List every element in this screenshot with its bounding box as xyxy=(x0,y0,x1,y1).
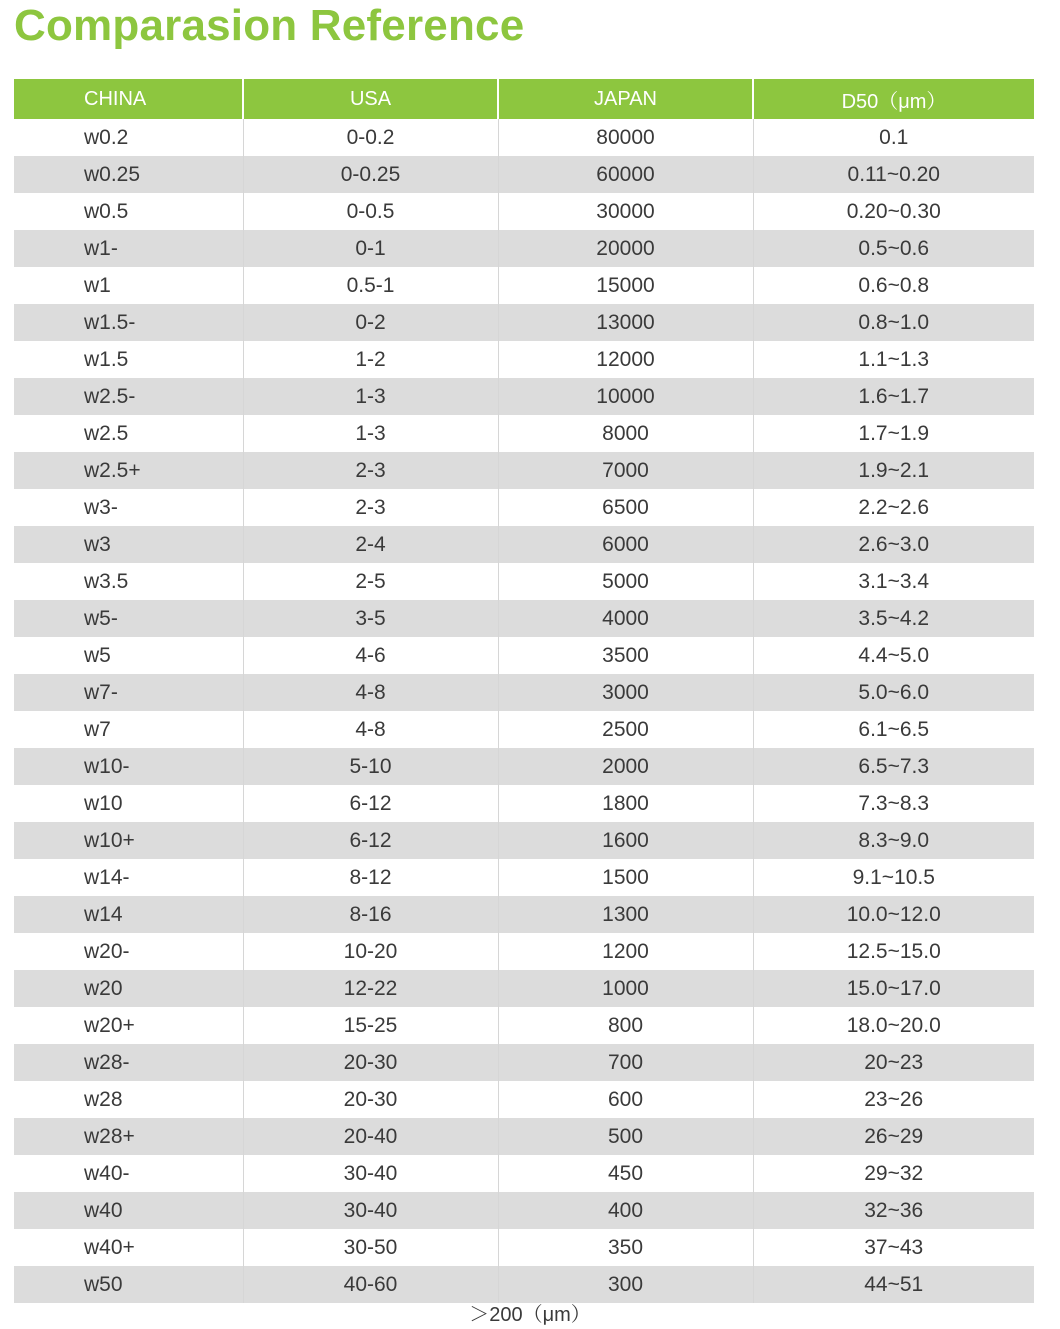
cell-usa: 1-3 xyxy=(243,415,498,452)
table-row xyxy=(14,785,1034,822)
cell-d50: 32~36 xyxy=(864,1198,924,1222)
table-row xyxy=(14,1081,1034,1118)
cell-japan: 450 xyxy=(498,1155,753,1192)
cell-china: w1 xyxy=(14,267,243,304)
cell-usa: 20-30 xyxy=(243,1044,498,1081)
cell-d50: 7.3~8.3 xyxy=(858,791,930,815)
cell-usa: 0-0.2 xyxy=(243,119,498,156)
cell-china: w10- xyxy=(14,748,243,785)
table-row xyxy=(14,193,1034,230)
column-header-japan: JAPAN xyxy=(498,79,753,119)
cell-d50: 3.1~3.4 xyxy=(858,569,930,593)
cell-china: w0.25 xyxy=(14,156,243,193)
table-row xyxy=(14,1007,1034,1044)
cell-d50: 3.5~4.2 xyxy=(858,606,930,630)
table-row xyxy=(14,859,1034,896)
cell-china: w20 xyxy=(14,970,243,1007)
table-row xyxy=(14,341,1034,378)
cell-d50: 4.4~5.0 xyxy=(858,643,930,667)
table-row xyxy=(14,711,1034,748)
cell-d50: 44~51 xyxy=(864,1272,924,1296)
table-row xyxy=(14,230,1034,267)
cell-usa: 8-16 xyxy=(243,896,498,933)
cell-japan: 60000 xyxy=(498,156,753,193)
cell-usa: 3-5 xyxy=(243,600,498,637)
cell-usa: 4-8 xyxy=(243,711,498,748)
cell-china: w10+ xyxy=(14,822,243,859)
cell-d50: 18.0~20.0 xyxy=(846,1013,941,1037)
cell-china: w40+ xyxy=(14,1229,243,1266)
table-row xyxy=(14,822,1034,859)
table-row xyxy=(14,415,1034,452)
cell-d50: 8.3~9.0 xyxy=(858,828,930,852)
cell-china: w50 xyxy=(14,1266,243,1303)
cell-usa: 2-3 xyxy=(243,489,498,526)
cell-japan: 6000 xyxy=(498,526,753,563)
cell-china: w28- xyxy=(14,1044,243,1081)
cell-usa: 30-50 xyxy=(243,1229,498,1266)
cell-usa: 6-12 xyxy=(243,822,498,859)
cell-usa: 0-2 xyxy=(243,304,498,341)
cell-china: w7 xyxy=(14,711,243,748)
table-row xyxy=(14,526,1034,563)
cell-china: w5- xyxy=(14,600,243,637)
column-header-d50: D50（μm） xyxy=(753,79,1034,119)
cell-japan: 600 xyxy=(498,1081,753,1118)
cell-japan: 5000 xyxy=(498,563,753,600)
cell-usa: 5-10 xyxy=(243,748,498,785)
cell-china: w2.5 xyxy=(14,415,243,452)
cell-d50: 15.0~17.0 xyxy=(846,976,941,1000)
cell-china: w1.5 xyxy=(14,341,243,378)
table-row xyxy=(14,896,1034,933)
table-row xyxy=(14,1266,1034,1303)
cell-japan: 10000 xyxy=(498,378,753,415)
cell-japan: 20000 xyxy=(498,230,753,267)
cell-japan: 12000 xyxy=(498,341,753,378)
cell-usa: 20-40 xyxy=(243,1118,498,1155)
cell-d50: 1.9~2.1 xyxy=(858,458,930,482)
table-row xyxy=(14,489,1034,526)
cell-d50: 20~23 xyxy=(864,1050,924,1074)
cell-d50: 0.8~1.0 xyxy=(858,310,930,334)
cell-china: w14 xyxy=(14,896,243,933)
cell-usa: 2-4 xyxy=(243,526,498,563)
cell-japan: 700 xyxy=(498,1044,753,1081)
table-row xyxy=(14,267,1034,304)
cell-usa: 30-40 xyxy=(243,1192,498,1229)
cell-d50: 0.5~0.6 xyxy=(858,236,930,260)
cell-china: w0.2 xyxy=(14,119,243,156)
cell-china: w7- xyxy=(14,674,243,711)
cell-d50: 26~29 xyxy=(864,1124,924,1148)
cell-d50: 0.11~0.20 xyxy=(847,162,940,186)
cell-usa: 30-40 xyxy=(243,1155,498,1192)
cell-japan: 4000 xyxy=(498,600,753,637)
table-row xyxy=(14,378,1034,415)
cell-d50: 0.20~0.30 xyxy=(846,199,941,223)
cell-usa: 15-25 xyxy=(243,1007,498,1044)
cell-japan: 2000 xyxy=(498,748,753,785)
cell-china: w5 xyxy=(14,637,243,674)
cell-usa: 20-30 xyxy=(243,1081,498,1118)
cell-d50: 0.1 xyxy=(879,125,909,149)
cell-usa: 2-3 xyxy=(243,452,498,489)
footnote: ＞200（μm） xyxy=(469,1304,591,1326)
cell-china: w2.5+ xyxy=(14,452,243,489)
cell-japan: 1200 xyxy=(498,933,753,970)
cell-usa: 4-8 xyxy=(243,674,498,711)
column-header-usa: USA xyxy=(243,79,498,119)
cell-china: w10 xyxy=(14,785,243,822)
cell-d50: 1.6~1.7 xyxy=(858,384,930,408)
table-row xyxy=(14,637,1034,674)
cell-japan: 1300 xyxy=(498,896,753,933)
cell-d50: 1.1~1.3 xyxy=(858,347,930,371)
table-row xyxy=(14,1229,1034,1266)
table-body xyxy=(14,119,1034,1303)
cell-d50: 12.5~15.0 xyxy=(846,939,941,963)
cell-japan: 8000 xyxy=(498,415,753,452)
table-row xyxy=(14,748,1034,785)
table-row xyxy=(14,119,1034,156)
cell-japan: 300 xyxy=(498,1266,753,1303)
cell-d50: 23~26 xyxy=(864,1087,924,1111)
cell-d50: 6.5~7.3 xyxy=(858,754,930,778)
cell-d50: 29~32 xyxy=(864,1161,924,1185)
table-row xyxy=(14,452,1034,489)
table-row xyxy=(14,156,1034,193)
cell-japan: 15000 xyxy=(498,267,753,304)
cell-japan: 350 xyxy=(498,1229,753,1266)
cell-japan: 800 xyxy=(498,1007,753,1044)
table-row xyxy=(14,1118,1034,1155)
cell-japan: 3000 xyxy=(498,674,753,711)
cell-china: w1.5- xyxy=(14,304,243,341)
cell-d50: 2.6~3.0 xyxy=(858,532,930,556)
cell-japan: 80000 xyxy=(498,119,753,156)
cell-usa: 0-0.5 xyxy=(243,193,498,230)
cell-usa: 0.5-1 xyxy=(243,267,498,304)
cell-japan: 30000 xyxy=(498,193,753,230)
table-header-row xyxy=(14,79,1034,119)
cell-d50: 5.0~6.0 xyxy=(858,680,930,704)
cell-d50: 6.1~6.5 xyxy=(858,717,930,741)
table-row xyxy=(14,304,1034,341)
cell-china: w2.5- xyxy=(14,378,243,415)
table-row xyxy=(14,933,1034,970)
cell-china: w20- xyxy=(14,933,243,970)
table-row xyxy=(14,1044,1034,1081)
table-row xyxy=(14,1155,1034,1192)
cell-china: w20+ xyxy=(14,1007,243,1044)
table-row xyxy=(14,970,1034,1007)
comparison-table xyxy=(14,79,1034,1303)
table-row xyxy=(14,563,1034,600)
cell-japan: 1600 xyxy=(498,822,753,859)
cell-d50: 9.1~10.5 xyxy=(852,865,935,889)
cell-japan: 500 xyxy=(498,1118,753,1155)
cell-d50: 1.7~1.9 xyxy=(858,421,930,445)
cell-usa: 6-12 xyxy=(243,785,498,822)
cell-usa: 1-3 xyxy=(243,378,498,415)
cell-usa: 4-6 xyxy=(243,637,498,674)
cell-japan: 2500 xyxy=(498,711,753,748)
cell-china: w40 xyxy=(14,1192,243,1229)
cell-d50: 10.0~12.0 xyxy=(846,902,941,926)
cell-japan: 7000 xyxy=(498,452,753,489)
table-row xyxy=(14,600,1034,637)
page-title: Comparasion Reference xyxy=(14,1,525,50)
cell-japan: 400 xyxy=(498,1192,753,1229)
cell-china: w28+ xyxy=(14,1118,243,1155)
cell-china: w40- xyxy=(14,1155,243,1192)
cell-japan: 13000 xyxy=(498,304,753,341)
cell-usa: 0-1 xyxy=(243,230,498,267)
cell-japan: 1500 xyxy=(498,859,753,896)
cell-usa: 40-60 xyxy=(243,1266,498,1303)
cell-d50: 37~43 xyxy=(864,1235,924,1259)
cell-usa: 8-12 xyxy=(243,859,498,896)
cell-china: w28 xyxy=(14,1081,243,1118)
column-header-china: CHINA xyxy=(14,79,243,119)
cell-china: w3- xyxy=(14,489,243,526)
cell-usa: 1-2 xyxy=(243,341,498,378)
cell-japan: 1800 xyxy=(498,785,753,822)
cell-china: w3.5 xyxy=(14,563,243,600)
cell-china: w3 xyxy=(14,526,243,563)
table-row xyxy=(14,674,1034,711)
cell-china: w14- xyxy=(14,859,243,896)
cell-japan: 1000 xyxy=(498,970,753,1007)
table-row xyxy=(14,1192,1034,1229)
cell-japan: 6500 xyxy=(498,489,753,526)
cell-usa: 10-20 xyxy=(243,933,498,970)
cell-d50: 0.6~0.8 xyxy=(858,273,930,297)
cell-china: w0.5 xyxy=(14,193,243,230)
cell-usa: 0-0.25 xyxy=(243,156,498,193)
cell-china: w1- xyxy=(14,230,243,267)
cell-japan: 3500 xyxy=(498,637,753,674)
cell-usa: 12-22 xyxy=(243,970,498,1007)
cell-d50: 2.2~2.6 xyxy=(858,495,930,519)
cell-usa: 2-5 xyxy=(243,563,498,600)
